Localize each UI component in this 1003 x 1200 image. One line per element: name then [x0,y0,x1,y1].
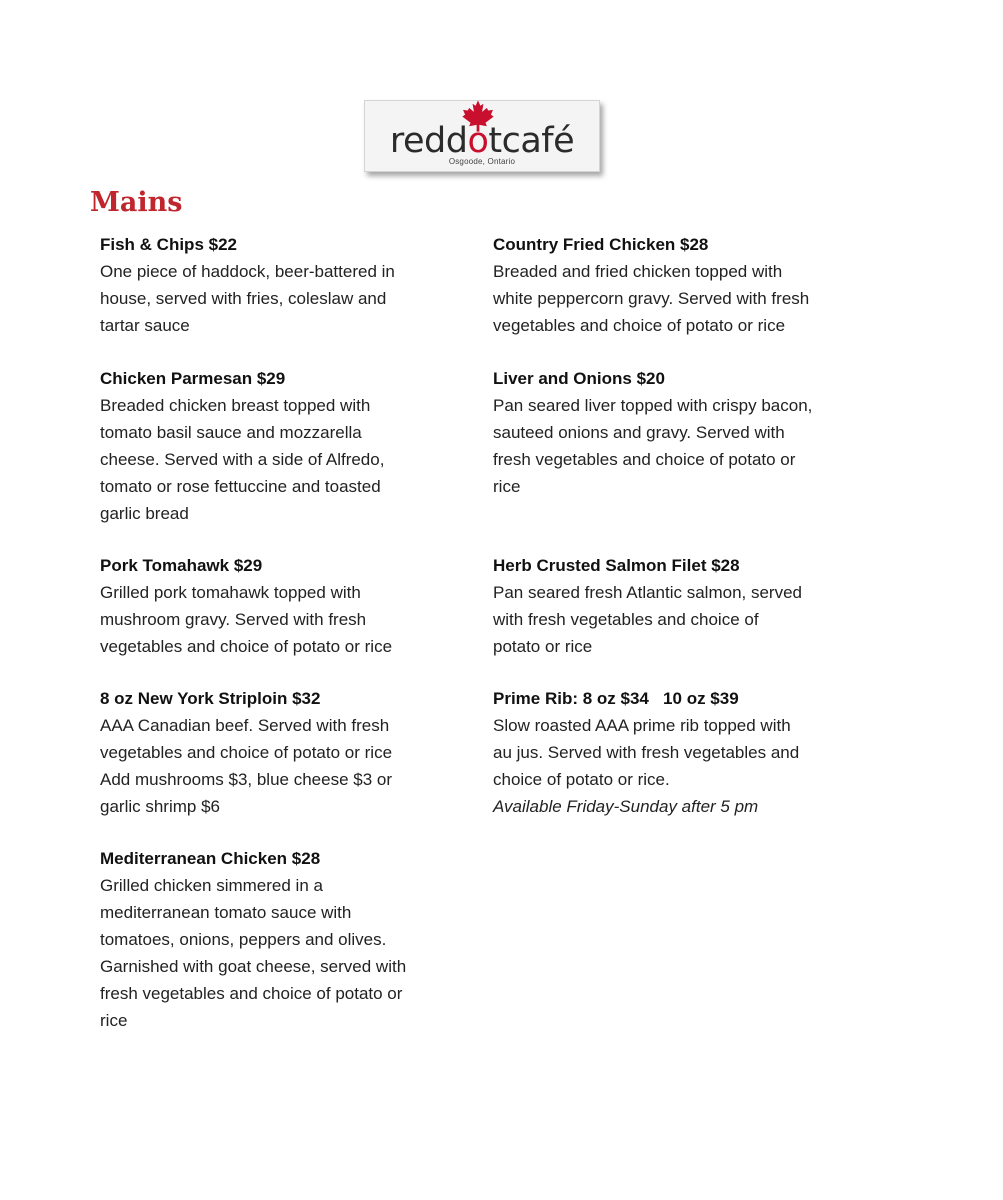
description-line: cheese. Served with a side of Alfredo, [100,450,385,469]
menu-item-new-york-striploin [100,686,480,820]
menu-item-mediterranean-chicken [100,846,480,1034]
menu-item-description [493,258,893,339]
availability-note: Available Friday-Sunday after 5 pm [493,797,759,816]
menu-item-name: 8 oz New York Striploin $32 [100,689,321,708]
description-line: Pan seared liver topped with crispy bacon, [493,396,813,415]
description-line: choice of potato or rice. [493,770,670,789]
description-line: Garnished with goat cheese, served with [100,957,407,976]
menu-item-prime-rib [493,686,893,820]
menu-item-description [493,579,893,660]
menu-item-name: Liver and Onions $20 [493,369,665,388]
menu-item-name: Fish & Chips $22 [100,235,237,254]
description-line: Grilled chicken simmered in a [100,876,323,895]
description-line: tomato or rose fettuccine and toasted [100,477,381,496]
menu-item-liver-and-onions [493,366,893,500]
menu-item-name: Country Fried Chicken $28 [493,235,709,254]
menu-item-description [493,392,893,500]
logo [364,100,600,172]
description-line: house, served with fries, coleslaw and [100,289,387,308]
description-line: sauteed onions and gravy. Served with [493,423,785,442]
description-line: fresh vegetables and choice of potato or [100,984,403,1003]
description-line: Pan seared fresh Atlantic salmon, served [493,583,802,602]
description-line: mushroom gravy. Served with fresh [100,610,367,629]
description-line: Breaded chicken breast topped with [100,396,371,415]
menu-item-name: Pork Tomahawk $29 [100,556,263,575]
description-line: vegetables and choice of potato or rice [493,316,786,335]
menu-item-name: Herb Crusted Salmon Filet $28 [493,556,740,575]
logo-word-before: redd [389,121,468,161]
logo-wordmark [365,121,599,161]
menu-item-description [100,392,480,527]
description-line: rice [493,477,521,496]
description-line: with fresh vegetables and choice of [493,610,759,629]
description-line: garlic shrimp $6 [100,797,220,816]
menu-item-herb-crusted-salmon [493,553,893,660]
description-line: AAA Canadian beef. Served with fresh [100,716,390,735]
description-line: Add mushrooms $3, blue cheese $3 or [100,770,393,789]
menu-item-description [100,872,480,1034]
description-line: Slow roasted AAA prime rib topped with [493,716,791,735]
description-line: Grilled pork tomahawk topped with [100,583,361,602]
description-line: tomato basil sauce and mozzarella [100,423,362,442]
logo-subtitle: Osgoode, Ontario [448,157,516,166]
menu-item-name: Prime Rib: 8 oz $34 10 oz $39 [493,689,739,708]
menu-item-pork-tomahawk [100,553,480,660]
description-line: garlic bread [100,504,189,523]
description-line: white peppercorn gravy. Served with fresh [493,289,810,308]
description-line: vegetables and choice of potato or rice [100,637,393,656]
menu-item-chicken-parmesan [100,366,480,527]
description-line: potato or rice [493,637,593,656]
menu-item-name: Mediterranean Chicken $28 [100,849,321,868]
description-line: Breaded and fried chicken topped with [493,262,783,281]
description-line: vegetables and choice of potato or rice [100,743,393,762]
description-line: mediterranean tomato sauce with [100,903,352,922]
logo-word-dot: o [467,121,489,161]
logo-word-after: tcafé [488,121,575,161]
description-line: rice [100,1011,128,1030]
menu-item-description [493,712,893,793]
menu-item-description [100,258,480,339]
menu-item-country-fried-chicken [493,232,893,339]
description-line: au jus. Served with fresh vegetables and [493,743,800,762]
description-line: tomatoes, onions, peppers and olives. [100,930,387,949]
section-title: Mains [90,187,183,218]
menu-item-description [100,712,480,820]
menu-item-description [100,579,480,660]
description-line: tartar sauce [100,316,190,335]
description-line: One piece of haddock, beer-battered in [100,262,395,281]
menu-item-fish-and-chips [100,232,480,339]
description-line: fresh vegetables and choice of potato or [493,450,796,469]
menu-item-name: Chicken Parmesan $29 [100,369,286,388]
